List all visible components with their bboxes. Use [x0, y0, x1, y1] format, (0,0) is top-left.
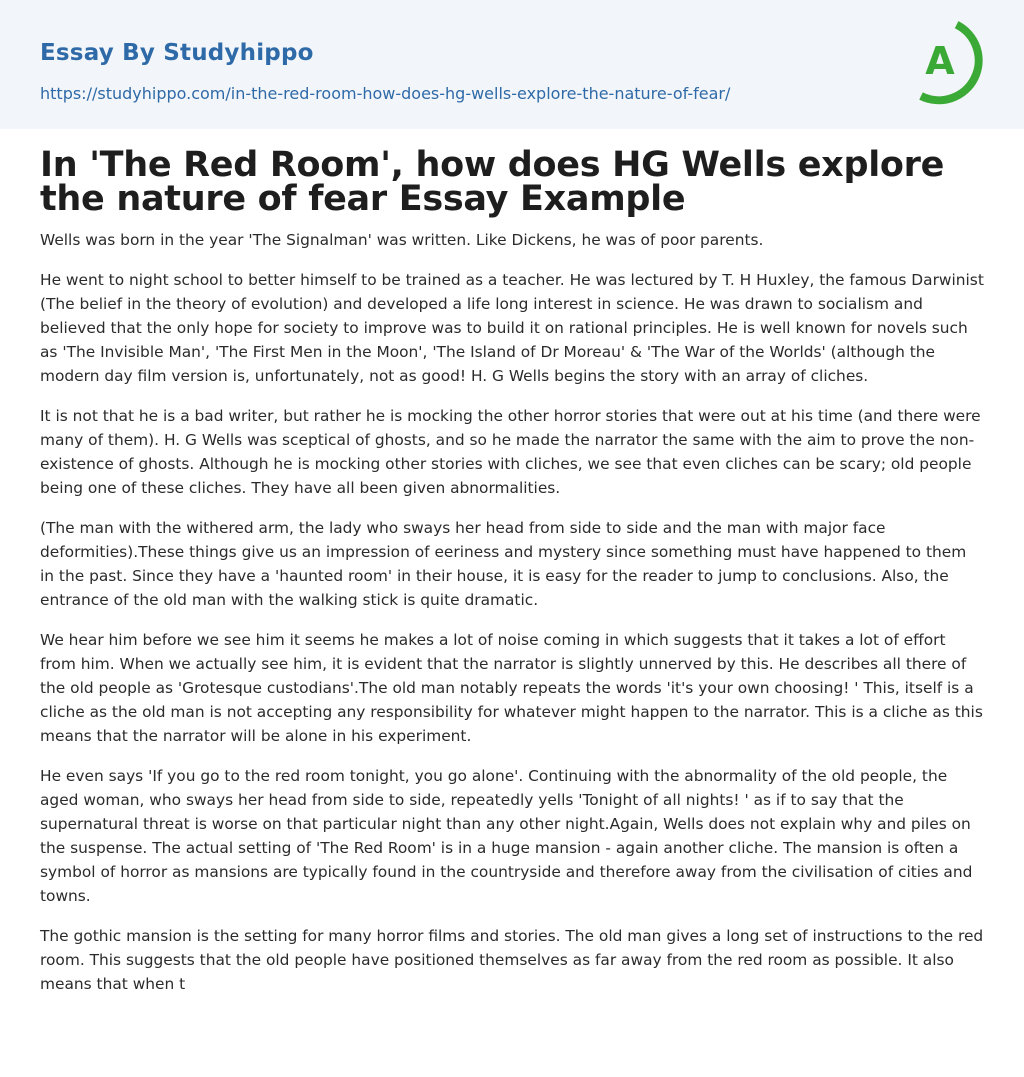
logo-letter: A	[925, 39, 955, 83]
paragraph: The gothic mansion is the setting for many horror films and stories. The old man gives a long set of instructions to the red room. This suggests that the old people have positioned themselves as far away from the red room as possible. It also means that when t	[40, 927, 984, 993]
studyhippo-logo-icon[interactable]	[906, 16, 990, 108]
site-title[interactable]: Essay By Studyhippo	[40, 40, 314, 66]
page-title: In 'The Red Room', how does HG Wells explore the nature of fear Essay Example	[40, 145, 945, 219]
paragraph: Wells was born in the year 'The Signalman' was written. Like Dickens, he was of poor parents.	[40, 231, 764, 249]
article	[40, 145, 984, 1012]
paragraph: He even says 'If you go to the red room tonight, you go alone'. Continuing with the abnormality of the old people, the aged woman, who sways her head from side to side, repeatedly yells 'Tonight of all nights! ' as if to say that the supernatural threat is worse on that particular night than any other night.Again, Wells does not explain why and piles on the suspense. The actual setting of 'The Red Room' is in a huge mansion - again another cliche. The mansion is often a symbol of horror as mansions are typically found in the countryside and therefore away from the civilisation of cities and towns.	[40, 767, 973, 905]
source-url-link[interactable]: https://studyhippo.com/in-the-red-room-how-does-hg-wells-explore-the-nature-of-fear/	[40, 84, 731, 103]
site-header	[0, 0, 1024, 129]
paragraph: We hear him before we see him it seems he makes a lot of noise coming in which suggests that it takes a lot of effort from him. When we actually see him, it is evident that the narrator is slightly unnerved by this. He describes all there of the old people as 'Grotesque custodians'.The old man notably repeats the words 'it's your own choosing! ' This, itself is a cliche as the old man is not accepting any responsibility for whatever might happen to the narrator. This is a cliche as this means that the narrator will be alone in his experiment.	[40, 631, 983, 745]
paragraph: He went to night school to better himself to be trained as a teacher. He was lectured by T. H Huxley, the famous Darwinist (The belief in the theory of evolution) and developed a life long interest in science. He was drawn to socialism and believed that the only hope for society to improve was to build it on rational principles. He is well known for novels such as 'The Invisible Man', 'The First Men in the Moon', 'The Island of Dr Moreau' & 'The War of the Worlds' (although the modern day film version is, unfortunately, not as good! H. G Wells begins the story with an array of cliches.	[40, 271, 984, 385]
paragraph: It is not that he is a bad writer, but rather he is mocking the other horror stories that were out at his time (and there were many of them). H. G Wells was sceptical of ghosts, and so he made the narrator the same with the aim to prove the non-existence of ghosts. Although he is mocking other stories with cliches, we see that even cliches can be scary; old people being one of these cliches. They have all been given abnormalities.	[40, 407, 981, 497]
paragraph: (The man with the withered arm, the lady who sways her head from side to side and the man with major face deformities).These things give us an impression of eeriness and mystery since something must have happened to them in the past. Since they have a 'haunted room' in their house, it is easy for the reader to jump to conclusions. Also, the entrance of the old man with the walking stick is quite dramatic.	[40, 519, 967, 609]
